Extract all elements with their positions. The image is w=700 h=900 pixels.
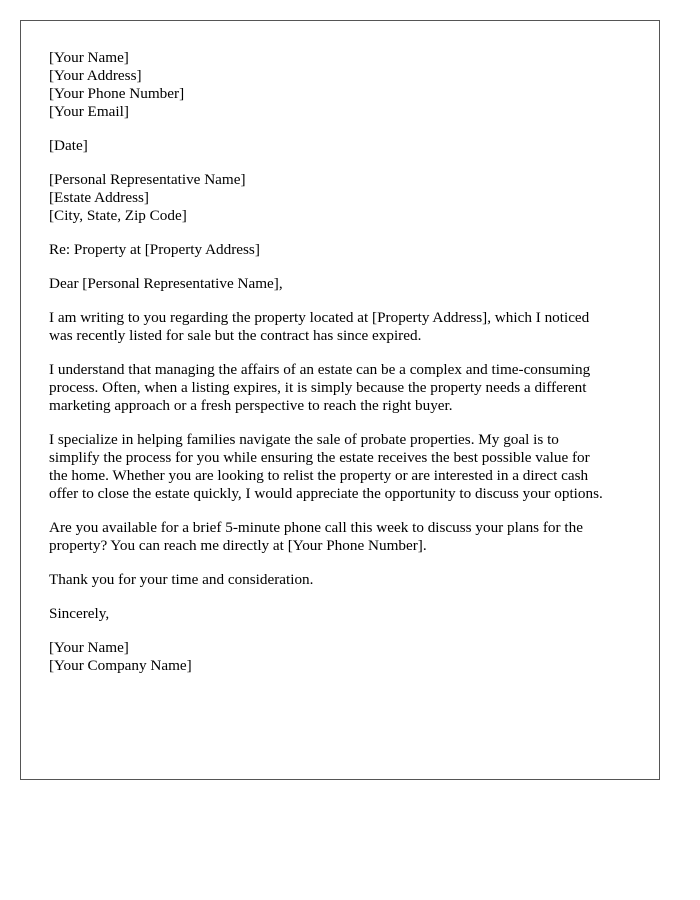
recipient-name: [Personal Representative Name] bbox=[49, 171, 246, 188]
sender-email: [Your Email] bbox=[49, 103, 129, 120]
sender-block bbox=[49, 49, 649, 121]
body-line: simplify the process for you while ensuring the estate receives the best possible value for bbox=[49, 449, 590, 466]
recipient-address: [Estate Address] bbox=[49, 189, 149, 206]
salutation: Dear [Personal Representative Name], bbox=[49, 275, 283, 292]
date-block bbox=[49, 137, 649, 155]
body-paragraph-1 bbox=[49, 309, 649, 345]
body-paragraph-2 bbox=[49, 361, 649, 415]
body-line: the home. Whether you are looking to relist the property or are interested in a direct cash bbox=[49, 467, 589, 484]
recipient-city-state-zip: [City, State, Zip Code] bbox=[49, 207, 187, 224]
recipient-block bbox=[49, 171, 649, 225]
sender-name: [Your Name] bbox=[49, 49, 129, 66]
body-paragraph-3 bbox=[49, 431, 649, 503]
body-line: I am writing to you regarding the property located at [Property Address], which I noticed bbox=[49, 309, 590, 326]
signature-block bbox=[49, 639, 649, 675]
subject-block bbox=[49, 241, 649, 259]
sender-phone: [Your Phone Number] bbox=[49, 85, 185, 102]
body-line: offer to close the estate quickly, I would appreciate the opportunity to discuss your options. bbox=[49, 485, 603, 502]
signature-name: [Your Name] bbox=[49, 639, 129, 656]
closing: Sincerely, bbox=[49, 605, 110, 622]
body-line: property? You can reach me directly at [Your Phone Number]. bbox=[49, 537, 427, 554]
salutation-block bbox=[49, 275, 649, 293]
body-line: I understand that managing the affairs of an estate can be a complex and time-consuming bbox=[49, 361, 591, 378]
signature-company: [Your Company Name] bbox=[49, 657, 192, 674]
body-line: Are you available for a brief 5-minute phone call this week to discuss your plans for the bbox=[49, 519, 583, 536]
letter-date: [Date] bbox=[49, 137, 88, 154]
closing-block bbox=[49, 605, 649, 623]
body-line: Thank you for your time and consideration. bbox=[49, 571, 314, 588]
body-line: I specialize in helping families navigate the sale of probate properties. My goal is to bbox=[49, 431, 559, 448]
letter-content bbox=[49, 49, 649, 691]
body-paragraph-5 bbox=[49, 571, 649, 589]
letter-page bbox=[20, 20, 660, 780]
body-line: process. Often, when a listing expires, it is simply because the property needs a different bbox=[49, 379, 587, 396]
subject-line: Re: Property at [Property Address] bbox=[49, 241, 260, 258]
body-paragraph-4 bbox=[49, 519, 649, 555]
sender-address: [Your Address] bbox=[49, 67, 142, 84]
body-line: marketing approach or a fresh perspective to reach the right buyer. bbox=[49, 397, 453, 414]
body-line: was recently listed for sale but the contract has since expired. bbox=[49, 327, 422, 344]
